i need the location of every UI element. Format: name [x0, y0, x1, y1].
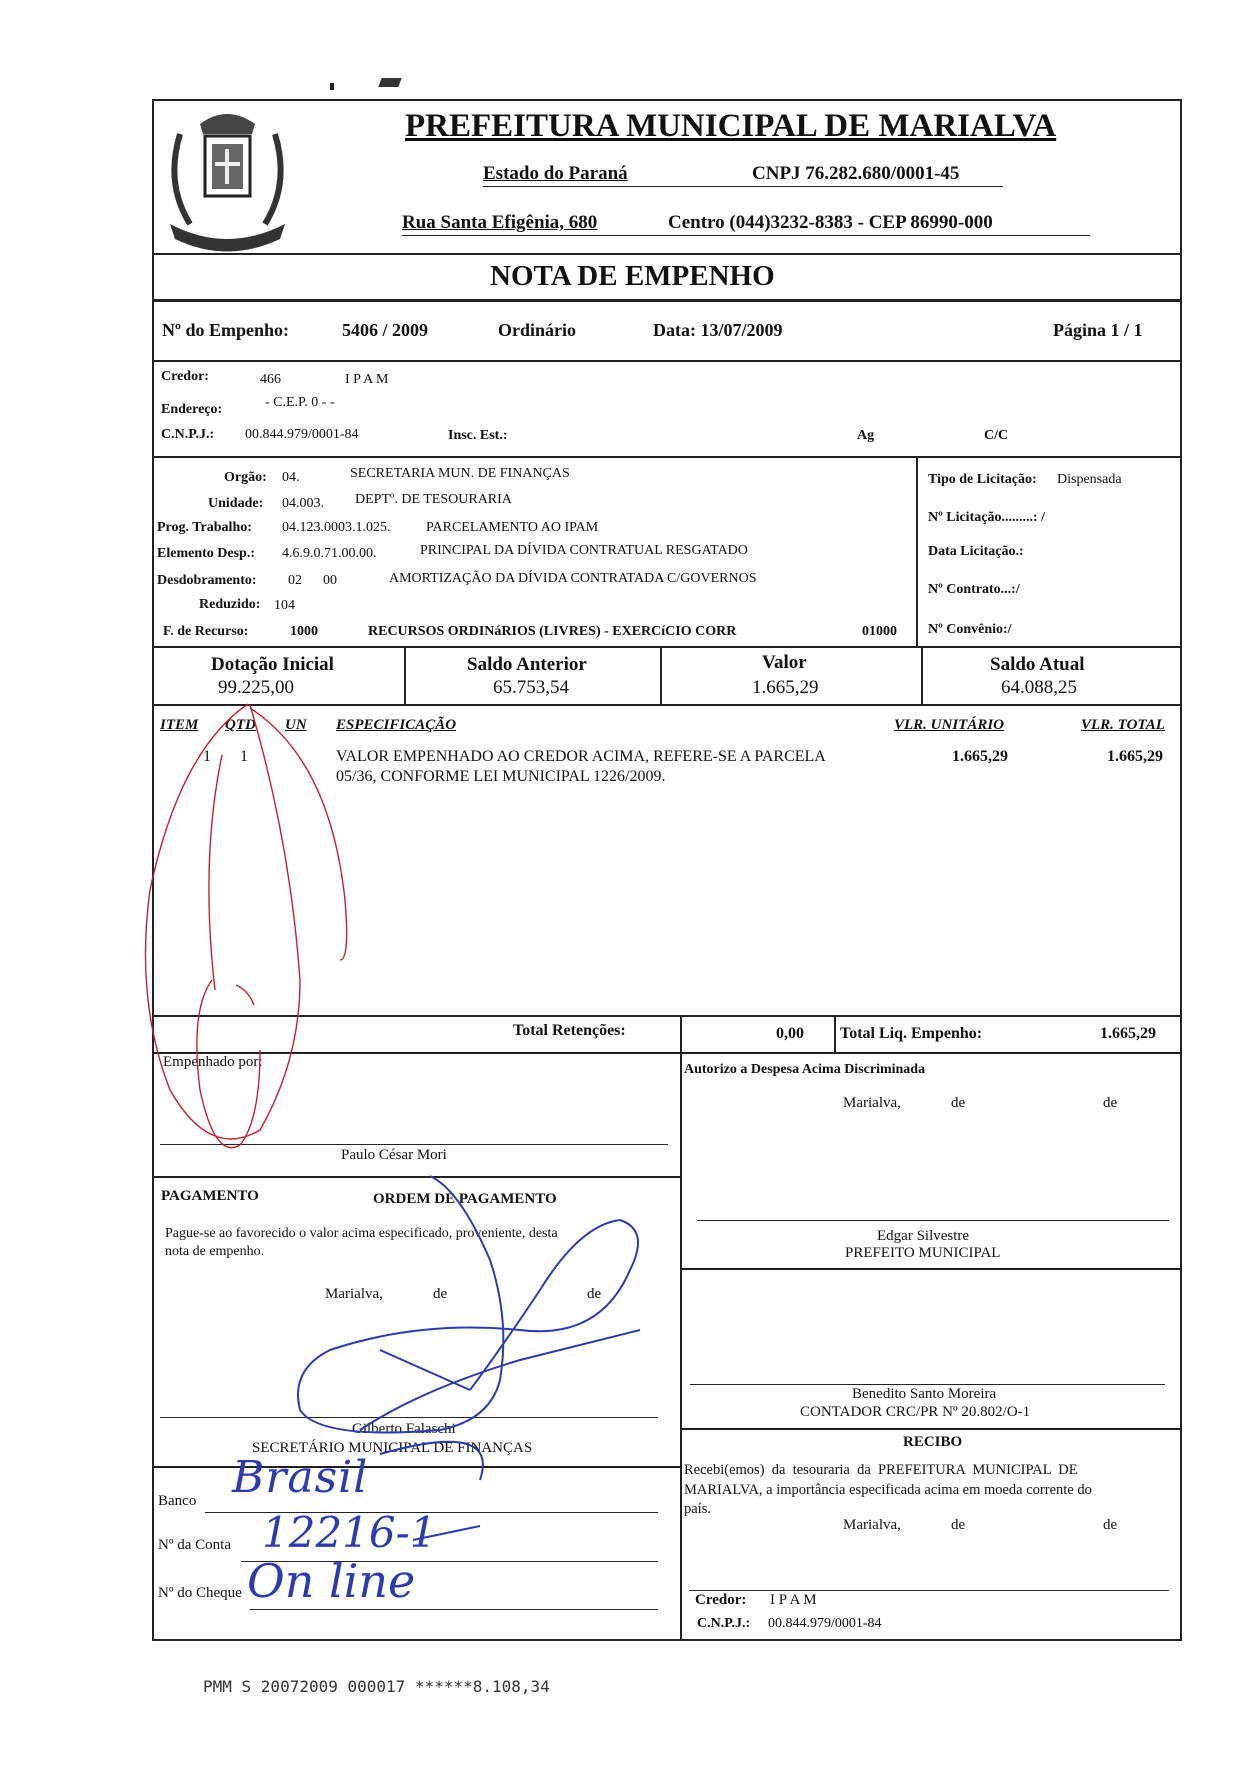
tipo-licitacao-value: Dispensada [1057, 472, 1122, 487]
reduzido-label: Reduzido: [199, 597, 261, 612]
prefeito-cargo: PREFEITO MUNICIPAL [845, 1245, 1001, 1261]
total-liquido-label: Total Liq. Empenho: [840, 1025, 983, 1042]
saldo-anterior-label: Saldo Anterior [467, 654, 587, 675]
empenho-number: 5406 / 2009 [342, 320, 429, 340]
endereco-label: Endereço: [161, 402, 223, 417]
saldo-atual-label: Saldo Atual [990, 654, 1085, 675]
credor-label: Credor: [161, 369, 209, 384]
recibo-title: RECIBO [903, 1434, 963, 1450]
unidade-name: DEPTº. DE TESOURARIA [355, 492, 512, 507]
pagamento-de-1: de [433, 1286, 448, 1302]
prog-trabalho-name: PARCELAMENTO AO IPAM [426, 520, 599, 535]
saldo-atual-value: 64.088,25 [1001, 677, 1077, 698]
valor-label: Valor [762, 652, 807, 673]
ordem-pagamento-label: ORDEM DE PAGAMENTO [373, 1191, 557, 1207]
insc-est-label: Insc. Est.: [448, 428, 508, 443]
cnpj-credor-value: 00.844.979/0001-84 [245, 427, 359, 442]
item-qtd: 1 [240, 748, 248, 765]
unidade-label: Unidade: [208, 496, 264, 511]
item-vlr-unitario: 1.665,29 [952, 748, 1008, 765]
conta-label: Nº da Conta [158, 1537, 231, 1553]
document-title: NOTA DE EMPENHO [490, 260, 775, 292]
orgao-name: SECRETARIA MUN. DE FINANÇAS [350, 466, 570, 481]
banco-handwritten: Brasil [232, 1452, 369, 1503]
dotacao-inicial-value: 99.225,00 [218, 677, 294, 698]
unidade-code: 04.003. [282, 496, 324, 511]
reduzido-value: 104 [274, 598, 295, 613]
numero-convenio: Nº Convênio:/ [928, 622, 1012, 637]
desdobramento-label: Desdobramento: [157, 573, 257, 588]
col-header-qtd: QTD [225, 717, 256, 733]
total-retencoes-label: Total Retenções: [513, 1022, 626, 1039]
secretario-nome: Gilberto Falaschi [352, 1421, 456, 1437]
saldo-anterior-value: 65.753,54 [493, 677, 569, 698]
empenho-type: Ordinário [498, 320, 577, 340]
contador-nome: Benedito Santo Moreira [852, 1386, 997, 1402]
fonte-recurso-code: 1000 [290, 624, 318, 639]
recibo-text-line1: Recebi(emos) da tesouraria da PREFEITURA MUNICIPAL DE [684, 1462, 1078, 1478]
prefeito-nome: Edgar Silvestre [877, 1228, 970, 1244]
red-annotation-strokes [146, 704, 347, 1148]
municipality-title: PREFEITURA MUNICIPAL DE MARIALVA [405, 108, 1057, 144]
recibo-cnpj-label: C.N.P.J.: [697, 1616, 751, 1631]
recibo-credor-label: Credor: [695, 1592, 747, 1608]
col-header-especificacao: ESPECIFICAÇÃO [336, 717, 457, 733]
elemento-name: PRINCIPAL DA DÍVIDA CONTRATUAL RESGATADO [420, 543, 748, 558]
district-phone-label: Centro (044)3232-8383 - CEP 86990-000 [668, 212, 993, 233]
numero-contrato: Nº Contrato...:/ [928, 582, 1020, 597]
dotacao-inicial-label: Dotação Inicial [211, 654, 334, 675]
secretario-cargo: SECRETÁRIO MUNICIPAL DE FINANÇAS [252, 1440, 533, 1456]
pagamento-de-2: de [587, 1286, 602, 1302]
ag-label: Ag [857, 428, 875, 443]
autorizo-de-1: de [951, 1095, 966, 1111]
empenhado-por-label: Empenhado por: [163, 1054, 263, 1070]
cnpj-credor-label: C.N.P.J.: [161, 427, 215, 442]
recibo-credor-value: I P A M [770, 1592, 817, 1608]
conta-handwritten: 12216-1 [262, 1508, 437, 1557]
autorizo-local: Marialva, [843, 1095, 901, 1111]
item-number: 1 [203, 748, 211, 765]
contador-cargo: CONTADOR CRC/PR Nº 20.802/O-1 [800, 1404, 1031, 1420]
address-label: Rua Santa Efigênia, 680 [402, 212, 598, 233]
cheque-label: Nº do Cheque [158, 1585, 242, 1601]
tipo-licitacao-label: Tipo de Licitação: [928, 472, 1037, 487]
recibo-cnpj-value: 00.844.979/0001-84 [768, 1616, 882, 1631]
item-spec-line2: 05/36, CONFORME LEI MUNICIPAL 1226/2009. [336, 768, 666, 785]
numero-licitacao: Nº Licitação.........: / [928, 510, 1045, 525]
item-vlr-total: 1.665,29 [1107, 748, 1163, 765]
item-spec-line1: VALOR EMPENHADO AO CREDOR ACIMA, REFERE-SE A PARCELA [336, 748, 826, 765]
blue-signature-strokes [298, 1176, 640, 1540]
cnpj-label: CNPJ 76.282.680/0001-45 [752, 163, 960, 184]
fonte-recurso-label: F. de Recurso: [163, 624, 249, 639]
cheque-handwritten: On line [247, 1554, 416, 1608]
recibo-text-line2: MARIALVA, a importância especificada acima em moeda corrente do [684, 1482, 1092, 1498]
recibo-de-2: de [1103, 1517, 1118, 1533]
recibo-text-line3: país. [684, 1501, 711, 1517]
recibo-de-1: de [951, 1517, 966, 1533]
empenho-date: Data: 13/07/2009 [653, 320, 783, 340]
col-header-vlr-unitario: VLR. UNITÁRIO [894, 717, 1005, 733]
page-indicator: Página 1 / 1 [1053, 320, 1143, 340]
data-licitacao: Data Licitação.: [928, 544, 1024, 559]
pagamento-text-line1: Pague-se ao favorecido o valor acima especificado, proveniente, desta [165, 1226, 558, 1241]
prog-trabalho-label: Prog. Trabalho: [157, 520, 252, 535]
autorizo-label: Autorizo a Despesa Acima Discriminada [684, 1062, 926, 1077]
fonte-recurso-ref: 01000 [862, 624, 897, 639]
state-label: Estado do Paraná [483, 163, 628, 184]
orgao-code: 04. [282, 470, 300, 485]
fonte-recurso-name: RECURSOS ORDINáRIOS (LIVRES) - EXERCíCIO CORR [368, 624, 737, 639]
elemento-label: Elemento Desp.: [157, 546, 255, 561]
recibo-local: Marialva, [843, 1517, 901, 1533]
credor-code: 466 [260, 372, 281, 387]
empenho-number-label: Nº do Empenho: [162, 320, 289, 340]
desdobramento-name: AMORTIZAÇÃO DA DÍVIDA CONTRATADA C/GOVERNOS [389, 571, 757, 586]
prog-trabalho-code: 04.123.0003.1.025. [282, 520, 391, 535]
pagamento-text-line2: nota de empenho. [165, 1244, 265, 1259]
valor-value: 1.665,29 [752, 677, 819, 698]
banco-label: Banco [158, 1493, 197, 1509]
cc-label: C/C [984, 428, 1009, 443]
total-liquido-value: 1.665,29 [1100, 1025, 1156, 1042]
col-header-vlr-total: VLR. TOTAL [1081, 717, 1165, 733]
desdobramento-code: 02 00 [288, 573, 337, 588]
orgao-label: Orgão: [224, 470, 267, 485]
pagamento-local: Marialva, [325, 1286, 383, 1302]
col-header-un: UN [285, 717, 307, 733]
empenhado-nome: Paulo César Mori [341, 1147, 447, 1163]
total-retencoes-value: 0,00 [776, 1025, 804, 1042]
elemento-code: 4.6.9.0.71.00.00. [282, 546, 377, 561]
autorizo-de-2: de [1103, 1095, 1118, 1111]
pagamento-label: PAGAMENTO [161, 1188, 259, 1204]
endereco-value: - C.E.P. 0 - - [265, 395, 335, 410]
credor-name: I P A M [345, 372, 389, 387]
print-code: PMM S 20072009 000017 ******8.108,34 [203, 1677, 550, 1696]
col-header-item: ITEM [160, 717, 199, 733]
